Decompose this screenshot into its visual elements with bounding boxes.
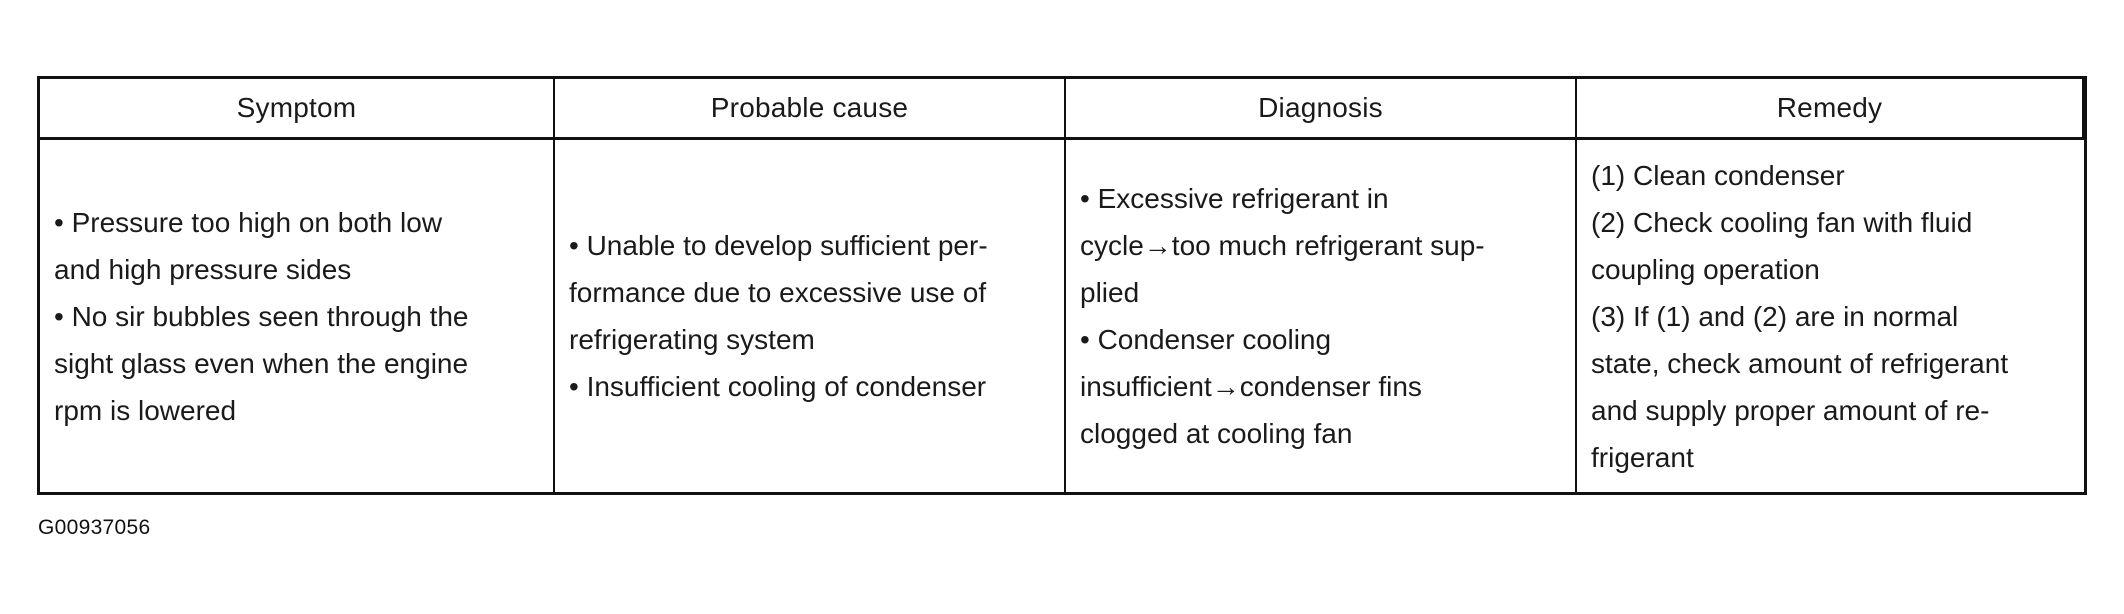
- remedy-line: and supply proper amount of re-: [1591, 394, 1990, 426]
- remedy-line: (2) Check cooling fan with fluid: [1591, 206, 1973, 238]
- header-diagnosis: Diagnosis: [1066, 79, 1577, 140]
- diagnosis-table: [37, 76, 2087, 495]
- remedy-line: frigerant: [1591, 441, 1694, 473]
- probable-cause-line: refrigerating system: [569, 324, 815, 355]
- cell-symptom: [40, 140, 555, 492]
- symptom-line: • Pressure too high on both low: [54, 206, 443, 238]
- diagnosis-line: clogged at cooling fan: [1080, 418, 1353, 449]
- symptom-line: and high pressure sides: [54, 253, 352, 285]
- remedy-line: coupling operation: [1591, 253, 1820, 285]
- diagnosis-line: • Condenser cooling: [1080, 324, 1332, 355]
- diagnosis-line: • Excessive refrigerant in: [1080, 183, 1389, 214]
- diagnosis-line: insufficient→condenser fins: [1080, 371, 1422, 402]
- cell-remedy: [1577, 140, 2084, 492]
- cell-diagnosis: [1066, 140, 1577, 492]
- remedy-line: (1) Clean condenser: [1591, 159, 1845, 191]
- probable-cause-line: formance due to excessive use of: [569, 277, 987, 308]
- remedy-line: state, check amount of refrigerant: [1591, 347, 2009, 379]
- diagnosis-line: plied: [1080, 277, 1140, 308]
- probable-cause-line: • Unable to develop sufficient per-: [569, 230, 988, 261]
- symptom-line: • No sir bubbles seen through the: [54, 300, 469, 332]
- header-probable-cause: Probable cause: [555, 79, 1066, 140]
- remedy-line: (3) If (1) and (2) are in normal: [1591, 300, 1959, 332]
- figure-code: G00937056: [38, 516, 151, 539]
- probable-cause-line: • Insufficient cooling of condenser: [569, 371, 987, 402]
- cell-probable-cause: [555, 140, 1066, 492]
- header-remedy: Remedy: [1577, 79, 2084, 140]
- header-symptom: Symptom: [40, 79, 555, 140]
- symptom-line: rpm is lowered: [54, 394, 237, 426]
- diagnosis-line: cycle→too much refrigerant sup-: [1080, 230, 1485, 261]
- symptom-line: sight glass even when the engine: [54, 347, 469, 379]
